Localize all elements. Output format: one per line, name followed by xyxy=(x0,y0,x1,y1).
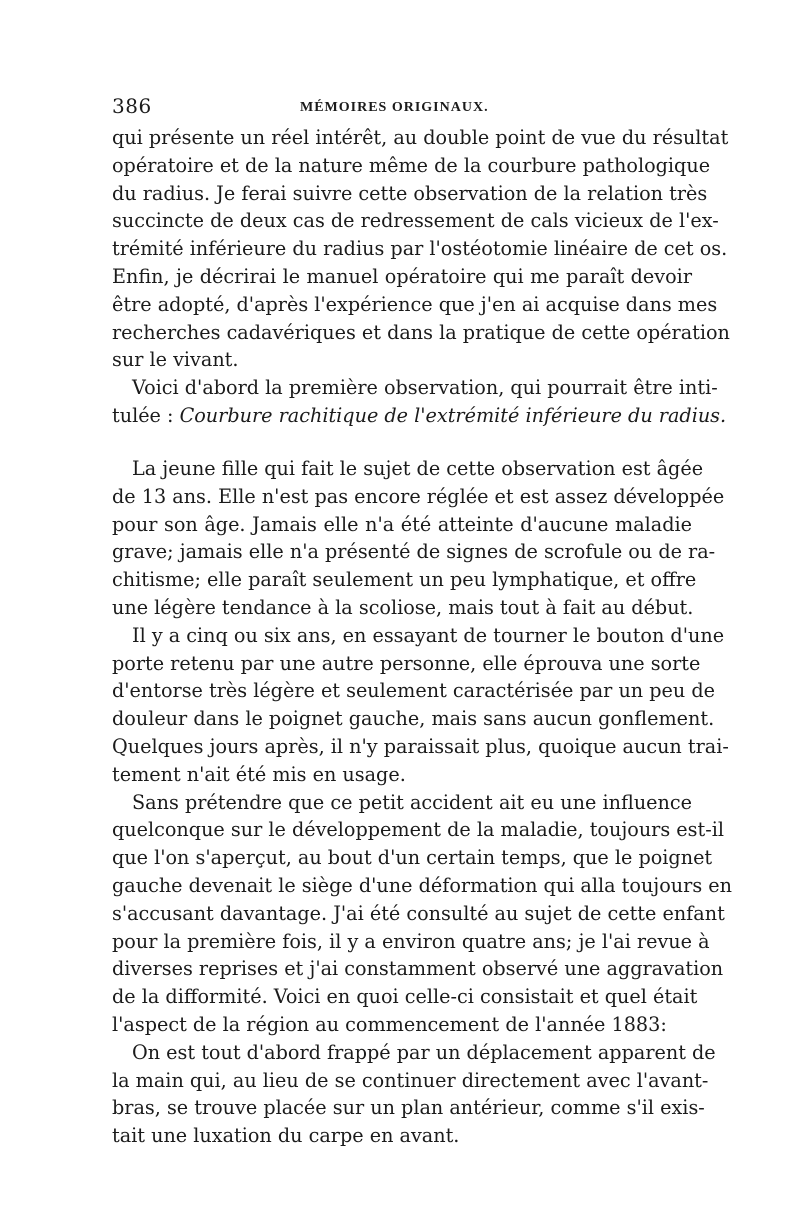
text-line: diverses reprises et j'ai constamment observé une aggravation xyxy=(112,957,724,981)
text-line: Il y a cinq ou six ans, en essayant de tourner le bouton d'une xyxy=(132,623,725,647)
text-line: la main qui, au lieu de se continuer directement avec l'avant- xyxy=(112,1068,709,1092)
text-line: grave; jamais elle n'a présenté de signes de scrofule ou de ra- xyxy=(112,540,716,564)
page-header xyxy=(112,94,692,124)
text-line: une légère tendance à la scoliose, mais tout à fait au début. xyxy=(112,595,694,619)
text-line: Quelques jours après, il n'y paraissait plus, quoique aucun trai- xyxy=(112,734,729,758)
text-line: succincte de deux cas de redressement de cals vicieux de l'ex- xyxy=(112,209,719,233)
intro-section xyxy=(112,124,730,430)
text-line: porte retenu par une autre personne, elle éprouva une sorte xyxy=(112,651,701,675)
text-line: Voici d'abord la première observation, qui pourrait être inti- xyxy=(132,376,718,400)
text-line: Enfin, je décrirai le manuel opératoire qui me paraît devoir xyxy=(112,264,692,288)
text-line: l'aspect de la région au commencement de l'année 1883: xyxy=(112,1012,667,1036)
running-title: MÉMOIRES ORIGINAUX. xyxy=(300,100,489,115)
text-line: opératoire et de la nature même de la courbure pathologique xyxy=(112,153,711,177)
page-number: 386 xyxy=(112,94,152,118)
observation-title-line xyxy=(112,402,727,430)
text-line: que l'on s'aperçut, au bout d'un certain temps, que le poignet xyxy=(112,846,713,870)
text-line: On est tout d'abord frappé par un déplacement apparent de xyxy=(132,1040,716,1064)
text-line: trémité inférieure du radius par l'ostéotomie linéaire de cet os. xyxy=(112,237,728,261)
text-line: quelconque sur le développement de la maladie, toujours est-il xyxy=(112,818,724,842)
text-line: pour son âge. Jamais elle n'a été atteinte d'aucune maladie xyxy=(112,512,692,536)
text-line: douleur dans le poignet gauche, mais sans aucun gonflement. xyxy=(112,707,715,731)
observation-section xyxy=(112,455,732,1150)
text-line: tait une luxation du carpe en avant. xyxy=(112,1124,460,1148)
text-line: sur le vivant. xyxy=(112,348,239,372)
text-line: d'entorse très légère et seulement caractérisée par un peu de xyxy=(112,679,715,703)
text-line: tement n'ait été mis en usage. xyxy=(112,762,406,786)
text-line: La jeune fille qui fait le sujet de cette observation est âgée xyxy=(132,457,704,480)
text-line: gauche devenait le siège d'une déformation qui alla toujours en xyxy=(112,873,732,897)
text-line: recherches cadavériques et dans la pratique de cette opération xyxy=(112,320,730,344)
text-line: qui présente un réel intérêt, au double point de vue du résultat xyxy=(112,126,729,149)
text-line: chitisme; elle paraît seulement un peu lymphatique, et offre xyxy=(112,568,697,592)
observation-title: Courbure rachitique de l'extrémité inférieure du radius. xyxy=(179,403,727,427)
text-line: de 13 ans. Elle n'est pas encore réglée et est assez développée xyxy=(112,484,725,508)
text-line: Sans prétendre que ce petit accident ait eu une influence xyxy=(132,790,692,814)
text-line: bras, se trouve placée sur un plan antérieur, comme s'il exis- xyxy=(112,1096,705,1120)
text-line: de la difformité. Voici en quoi celle-ci consistait et quel était xyxy=(112,985,698,1009)
text-line: s'accusant davantage. J'ai été consulté au sujet de cette enfant xyxy=(112,901,725,925)
text-line: être adopté, d'après l'expérience que j'en ai acquise dans mes xyxy=(112,292,718,316)
text-line: pour la première fois, il y a environ quatre ans; je l'ai revue à xyxy=(112,929,710,953)
title-prefix: tulée : xyxy=(112,403,180,427)
text-line: du radius. Je ferai suivre cette observation de la relation très xyxy=(112,181,708,205)
